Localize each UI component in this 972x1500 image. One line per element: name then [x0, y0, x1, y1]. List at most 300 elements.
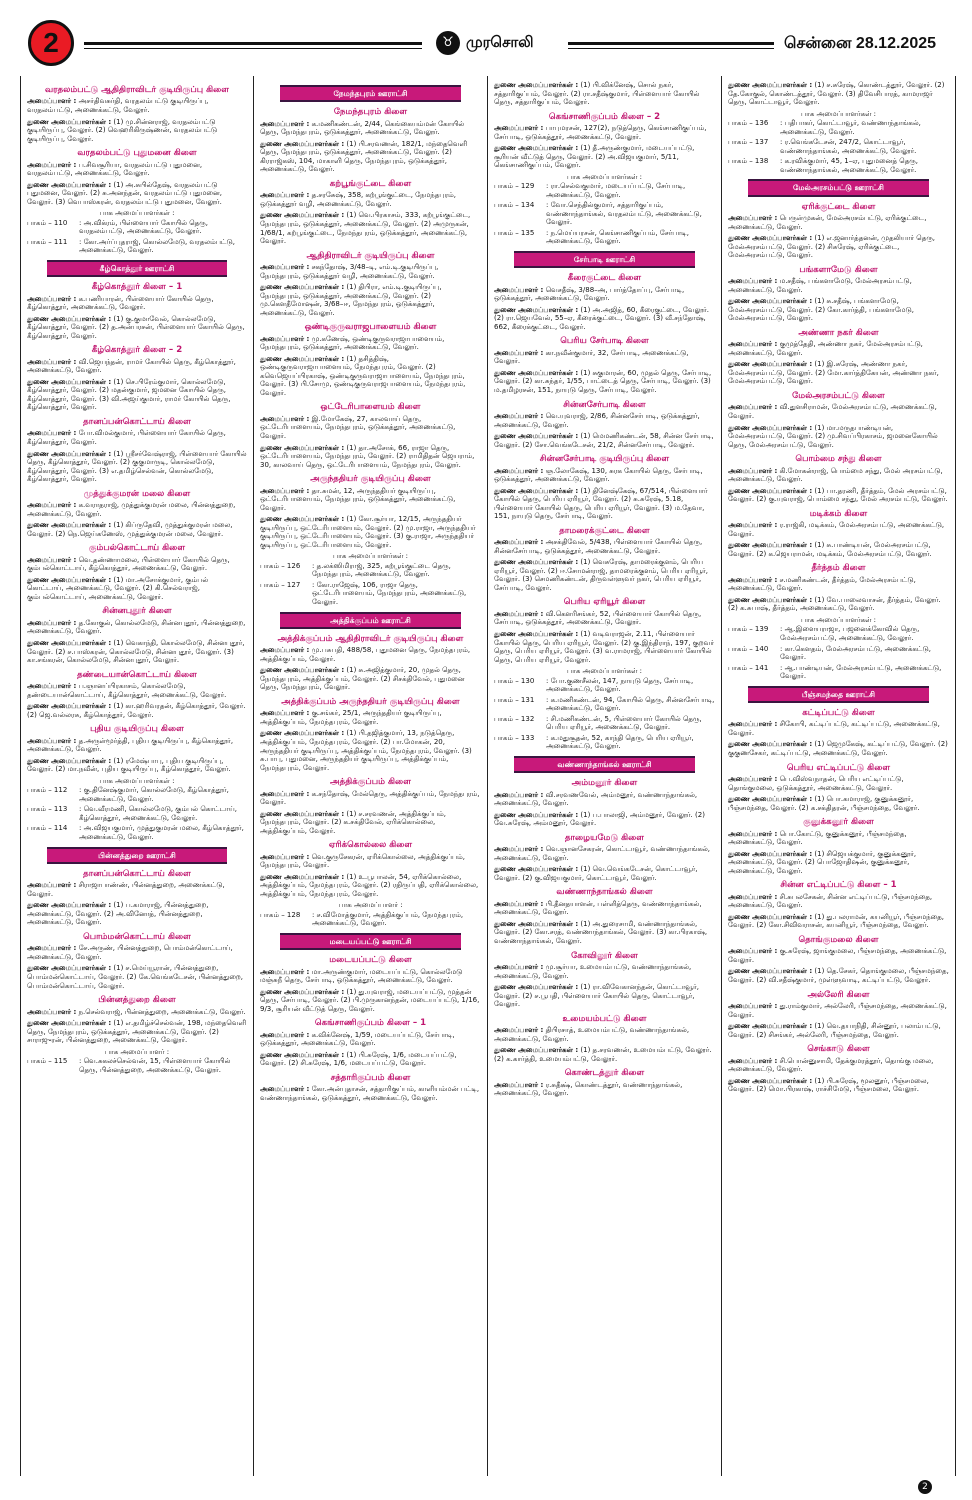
- entry-text: (1) ச.சுரேஷ், கொண்டத்தூர், வேலூர். (2) தே.கோகுல், கொண்டத்தூர், வேலூர். (3) திவேசிபாரத், காமராஜர் தெரு, கொட்டாவூர், வேலூர்.: [728, 81, 945, 107]
- entry-text: மா.அருண்குமார், மடையப்பட்டு, கொல்லமேடு மஞ்சுநீ தெரு, சேர்பாடி, ஒடுக்கத்தூர், அணைக்கட்டு, வேலூர்.: [260, 967, 463, 985]
- role-label: துணை அமைப்பாளர்கள் :: [494, 81, 579, 89]
- booth-entry: [728, 625, 949, 642]
- organizer-entry: [260, 263, 481, 280]
- deputy-organizers-entry: [27, 118, 247, 144]
- entry-text: (1) கா.ஹரிவரதன், கீழ்கொத்தூர், வேலூர். (2) ஜெ.வல்லரசு, கீழ்கொத்தூர், வேலூர்.: [27, 702, 246, 719]
- branch-heading: மேல்அரசம்பட்டு கிளை: [792, 390, 885, 401]
- booth-organizer: : கோ.அர்ப்புதராஜ், கொல்லமேடு, வரதலம்பட்டு, அணைக்கட்டு, வேலூர்.: [79, 237, 235, 255]
- entry-text: வி.கௌரிசங்கர், 52, பிள்ளையார் கோயில் தெரு, சேர்பாடி, ஒடுக்கத்தூர், அணைக்கட்டு, வேலூர்.: [494, 609, 702, 627]
- booth-heading: பாக அமைப்பாளர்கள் :: [332, 552, 409, 561]
- deputy-organizers-entry: [260, 810, 481, 836]
- entry-text: சி.சுபலசேகன், சின்ன எட்டிப்பட்டு, பீஞ்சமந்தை, அணைக்கட்டு, வேலூர்.: [728, 892, 933, 910]
- organizer-entry: [260, 1031, 481, 1048]
- organizer-entry: [494, 963, 715, 980]
- role-label: அமைப்பாளர் :: [494, 538, 544, 547]
- entry-text: (1) வெ.பிரகாசம், 333, கற்பூங்குட்டை, நேமந்தபுரம், ஒடுக்கத்தூர், அணைக்கட்டு, வேலூர். (2) அமுருகன், 1/68/1, கற்பூங்குட்டை, நேமந்தபுரம், ஒடுக்கத்தூர், அணைக்கட்டு, வேலூர்.: [260, 211, 471, 246]
- booth-entry: [260, 911, 481, 928]
- entry-text: க.வராதராஜ், முத்துக்குமரன் மலை, பின்னத்துறை, அணைக்கட்டு, வேலூர்.: [27, 501, 236, 518]
- organizer-entry: [494, 412, 715, 429]
- entry-text: வெசதீஷ், 3/88–அ, பார்த்தோப்பு, சேர்பாடி, ஒடுக்கத்தூர், அணைக்கட்டு, வேலூர்.: [494, 285, 685, 303]
- branch-heading: தானப்பன்கொட்டாய் கிளை: [83, 868, 191, 879]
- organizer-entry: [728, 277, 949, 294]
- entry-text: (1) சு.அஜித்குமார், 20, முதல் தெரு, நேமந்தபுரம், அத்திக்குப்பம், வேலூர். (2) சிசக்திவேல், புதுமனை தெரு, நேமந்தபுரம், வேலூர்.: [260, 666, 465, 692]
- deputy-organizers-entry: [728, 424, 949, 450]
- booth-organizer: : வோ.செந்தில்குமார், சத்தாரிகுப்பம், வண்ணாந்தாங்கல், வரதலம்பட்டு, அணைக்கட்டு, வேலூர்.: [546, 201, 702, 227]
- role-label: துணை அமைப்பாளர்கள் :: [728, 486, 813, 495]
- entry-text: (1) இ.சுரேஷ், அண்ணா நகர், மேல்அரசம்பட்டு, வேலூர். (2) மோ.கார்த்திகேயன், அண்ணா நகர், மேல்அரசம்பட்டு, வேலூர்.: [728, 360, 939, 386]
- article-columns: [20, 76, 956, 1476]
- booth-number: பாகம் – 140: [728, 644, 769, 653]
- entry-text: ச.மணிகண்டன், தீர்த்தம், மேல்அரசம்பட்டு, அணைக்கட்டு, வேலூர்.: [728, 575, 916, 593]
- deputy-organizers-entry: [260, 988, 481, 1014]
- entry-text: சகந்தோஷ், 3/48–டி, எம்.டி.குடியிருப்பு, நேமந்தபுரம், ஒடுக்கத்தூர் வழி, அணைக்கட்டு, வேலூர்.: [260, 263, 439, 280]
- booth-organizer: : பதிபாகர், கொட்டாவூர், வண்ணாந்தாங்கல், அணைக்கட்டு, வேலூர்.: [780, 119, 921, 136]
- entry-text: (1) ஸ்ரீசர்வேஷ்ராஜ், பிள்ளையார் கோயில் தெரு, கீழ்கொத்தூர், வேலூர். (2) குகுமாருடி, கொல்லமேடு, கீழ்கொத்தூர், வேலூர். (3) எ.தமிழ்செல்வன், கொல்லமேடு, கீழ்கொத்தூர், வேலூர்.: [27, 449, 247, 484]
- entry-text: (1) மெமணிகண்டன், 58, சின்ன சேர்பாடி, வேலூர். (2) சோ.வெங்கடேசன், 21/2, சின்னசேர்பாடி, வேலூர்.: [494, 432, 714, 449]
- booth-organizer: : ச.விமோத்குமார், அத்திக்குப்பம், நேமந்தபுரம், அணைக்கட்டு, வேலூர்.: [312, 910, 464, 928]
- panchayat-banner: அத்திக்குப்பம் ஊராட்சி: [280, 612, 461, 629]
- role-label: அமைப்பாளர் :: [260, 334, 310, 343]
- organizer-entry: [27, 358, 247, 375]
- entry-text: சிராஜாபாண்ண், பின்னத்துறை, அணைக்கட்டு, வேலூர்.: [27, 881, 225, 898]
- branch-heading: தானப்பன்கொட்டாய் கிளை: [83, 417, 191, 427]
- role-label: அமைப்பாளர் :: [27, 682, 77, 691]
- deputy-organizers-entry: [494, 432, 715, 449]
- bull-icon: ♉: [436, 31, 460, 55]
- branch-heading: உமையம்பட்டு கிளை: [562, 1013, 647, 1024]
- branch-heading: அத்திக்குப்பம் ஆதிதிராவிடர் குடியிருப்பு கிளை: [277, 633, 464, 644]
- entry-text: (1) வடிவராஜன், 2.11, பிள்ளையார் கோயில் தெரு, பெரிய ஏரியூர், வேலூர். (2) கு.இந்திராந், 197, குறவர் தெரு, பெரிய ஏரியூர், வேலூர். (3) வ.ராமராஜ், பிள்ளையார் கோயில் தெரு, பெரிய ஏரியூர், வேலூர்.: [494, 630, 714, 664]
- booth-number: பாகம் – 115: [27, 1057, 68, 1066]
- entry-text: (1) வே.பாலைவாசன், தீர்த்தம், வேலூர். (2) க.சுபாஷ், தீர்த்தம், அணைக்கட்டு, வேலூர்.: [728, 595, 941, 613]
- masthead: [0, 0, 972, 70]
- deputy-organizers-entry: [494, 630, 715, 664]
- organizer-entry: [728, 893, 949, 910]
- branch-heading: மடிக்கம் கிளை: [809, 508, 868, 519]
- role-label: துணை அமைப்பாளர்கள் :: [494, 432, 579, 441]
- role-label: துணை அமைப்பாளர்கள் :: [494, 983, 579, 992]
- role-label: அமைப்பாளர் :: [494, 790, 544, 799]
- booth-entry: [494, 201, 715, 227]
- branch-heading: ஏரிக்குட்டை கிளை: [801, 201, 876, 212]
- booth-heading: பாக அமைப்பாளர்கள் :: [566, 172, 643, 181]
- role-label: அமைப்பாளர் :: [494, 1026, 544, 1035]
- entry-text: வெ.குருசேகரன், ஏரிக்கொல்லை, அத்திக்குப்பம், நேமந்தபுரம், வேலூர்.: [260, 852, 466, 870]
- branch-heading: அருந்ததியர் குடியிருப்பு கிளை: [310, 474, 431, 485]
- branch-heading: தாழையமேடு கிளை: [564, 832, 645, 843]
- booth-organizer: : ரா.செல்வகுமார், மடையப்பட்டு, சேர்பாடி, அணைக்கட்டு, வேலூர்.: [546, 182, 686, 199]
- role-label: துணை அமைப்பாளர்கள் :: [27, 314, 112, 323]
- newspaper-logo: [436, 28, 556, 58]
- entry-text: ப.சிவசூரியா, வரதலம்பட்டு புதுமனை, வரதலம்பட்டு, அணைக்கட்டு, வேலூர்.: [27, 160, 203, 178]
- role-label: துணை அமைப்பாளர்கள் :: [728, 1022, 813, 1031]
- booth-organizer: : கா.கௌதம், மேல்அரசம்பட்டு, அணைக்கட்டு, வேலூர்.: [780, 644, 931, 662]
- booth-organizer: : ர.வெங்கடேசன், 247/2, கொட்டாவூர், வண்ணாந்தாங்கல், அணைக்கட்டு, வேலூர்.: [780, 138, 917, 155]
- deputy-organizers-entry: [728, 967, 949, 984]
- entry-text: க.மணிகண்டன், 2/44, கெங்கையம்மன் கோயில் தெரு, நேமந்தபுரம், ஒடுக்கத்தூர், அணைக்கட்டு, வேலூர்.: [260, 119, 465, 137]
- entry-text: (1) ரமேஷ்பாபு, புதிய குடியிருப்பு, வேலூர். (2) மா.நவீன், புதிய குடியிருப்பு, கீழ்கொத்தூர், வேலூர்.: [27, 756, 231, 774]
- organizer-entry: [494, 610, 715, 627]
- entry-text: வெ.தண்ணாமலை, பிள்ளையார் கோயில் தெரு, கும்பல்கொட்டாய், கீழ்கொத்தூர், அணைக்கட்டு, வேலூர்.: [27, 555, 230, 573]
- deputy-organizers-entry: [260, 140, 481, 174]
- branch-heading: அண்ணா நகர் கிளை: [798, 327, 879, 338]
- role-label: துணை அமைப்பாளர்கள் :: [27, 449, 112, 458]
- booth-organizer: : ந.மெய்யரசன், கெங்சாணிகுப்பம், சேர்பாடி, அணைக்கட்டு, வேலூர்.: [546, 228, 689, 246]
- booth-organizer: : வெ.வீரமணி, கொல்லமேடு, கும்பல் கொட்டாய், கீழ்கொத்தூர், அணைக்கட்டு, வேலூர்.: [79, 805, 237, 822]
- branch-heading: பொம்மை சந்து கிளை: [795, 454, 882, 465]
- column-3: [488, 76, 722, 1476]
- entry-text: (1) கு.குமாவேல், கொல்லமேடு, கீழ்கொத்தூர், வேலூர். (2) த.அன்பரசன், பிள்ளையார் கோயில் தெரு, கீழ்கொத்தூர், வேலூர்.: [27, 314, 245, 340]
- entry-text: (1) உ.பூபாலன், 54, ஏரிக்கொல்லை, அத்திக்குப்பம், நேமந்தபுரம், வேலூர். (2) ரதிருப்பதி, ஏரிக்கொல்லை, அத்திக்குப்பம், நேமந்தபுரம், வேலூர்.: [260, 872, 479, 898]
- deputy-organizers-entry: [27, 702, 247, 719]
- branch-heading: சின்னசேர்பாடி கிளை: [563, 399, 646, 410]
- entry-text: (1) வெசுரேஷ், தாமரைக்குளம், பெரிய ஏரியூர், வேலூர். (2) ஈ.சோமன்ராஜ், தாமரைக்குளம், பெரிய ஏரியூர், வேலூர். (3) செமணிகண்டன், திருவள்ளுவர் நகர், பெரிய ஏரியூர், சேர்பாடி, வேலூர்.: [494, 558, 709, 592]
- entry-text: (1) த.சரவணன், உமையம்பட்டு, வேலூர். (2) க.கார்த்தி, உமையம்பட்டு, வேலூர்.: [494, 1046, 712, 1063]
- entry-text: சி.பொன்னுசாமி, தேக்குமரத்தூர், தொங்கு மலை, அணைக்கட்டு, வேலூர்.: [728, 1056, 934, 1074]
- entry-text: த.சரசுேஷ், 358, கற்பூங்குட்டை, நேமந்தபுரம், ஒடுக்கத்தூர் வழி, அணைக்கட்டு, வேலூர்.: [260, 191, 456, 208]
- branch-heading: கோவிலூர் கிளை: [571, 950, 638, 961]
- booth-organizer: : த.லக்ஸிமிராஜ், 325, கற்பூங்குட்டை தெரு, நேமந்தபுரம், அணைக்கட்டு, வேலூர்.: [312, 561, 451, 579]
- entry-text: (1) ப.பாலாஜி, அம்மனூர், வேலூர். (2) வே.சுரேஷ், அம்மனூர், வேலூர்.: [494, 810, 705, 828]
- booth-entry: [260, 562, 481, 579]
- role-label: துணை அமைப்பாளர்கள் :: [27, 702, 112, 711]
- entry-text: கு.சுரேஷ், ஜாங்குமலை, பீஞ்சமந்தை, அணைக்கட்டு, வேலூர்.: [728, 947, 947, 964]
- entry-text: இ.மோகேஷ், 27, காலவாய் தெரு, ஒட்டேரிபாளையம், நேமந்தபுரம், ஒடுக்கத்தூர், அணைக்கட்டு, வேலூர்.: [260, 414, 456, 441]
- entry-text: து.ராம்குமார், அல்லேரி, பீஞ்சமந்தை, அணைக்கட்டு, வேலூர்.: [728, 1001, 947, 1019]
- role-label: அமைப்பாளர் :: [728, 829, 778, 838]
- entry-text: (1) வெகாந்தி, கொல்லமேடு, சின்னபுதூர், வேலூர். (2) ச.பாஸ்கரன், கொல்லமேடு, சின்னபுதூர், வேலூர். (3) கா.சங்கரன், கொல்லமேடு, சின்னபுதூர், வேலூர்.: [27, 638, 245, 665]
- entry-text: சே.அருண், பின்னத்துறை, பொம்மன்கொட்டாய், அணைக்கட்டு, வேலூர்.: [27, 944, 233, 961]
- role-label: அமைப்பாளர் :: [494, 845, 544, 854]
- entry-text: வி.துளசிராமன், மேல்அரசம்பட்டு, அணைக்கட்டு, வேலூர்.: [728, 403, 937, 420]
- masthead-rule-left: [84, 42, 422, 45]
- entry-text: (1) திபிரா, எம்.டி.குடியிருப்பு, நேமந்தபுரம், ஒடுக்கத்தூர், அணைக்கட்டு, வேலூர். (2) மு.கௌதீமோஷன், 3/68–ஈ, நேமந்தபுரம், ஒடுக்கத்தூர், அணைக்கட்டு, வேலூர்.: [260, 283, 442, 317]
- entry-text: பொ.கோட்டு, குனுக்கனூர், பீஞ்சமந்தை, அணைக்கட்டு, வேலூர்.: [728, 829, 907, 847]
- entry-text: பி.தீனதயாளன், பள்ளித்தெரு, வண்ணாந்தாங்கல், அணைக்கட்டு, வேலூர்.: [494, 899, 702, 917]
- entry-text: (1) து.பலராமன், கயனியூர், பீஞ்சமந்தை, வேலூர். (2) கோ.சிவிவராசன், கயனியூர், பீஞ்சமந்தை, வேலூர்.: [728, 912, 945, 930]
- role-label: அமைப்பாளர் :: [728, 521, 778, 530]
- deputy-organizers-entry: [260, 1051, 481, 1068]
- entry-text: த.கோகுல், கொல்லமேடு, சின்னபுதூர், பின்னத்துறை, அணைக்கட்டு, வேலூர்.: [27, 618, 246, 636]
- organizer-entry: [494, 900, 715, 917]
- booth-heading: பாக அமைப்பாளர்கள் :: [99, 209, 175, 218]
- branch-heading: பொம்மன்கொட்டாய் கிளை: [83, 931, 191, 942]
- deputy-organizers-entry: [27, 576, 247, 602]
- booth-number: பாகம் – 138: [728, 157, 769, 166]
- masthead-rule-right: [568, 42, 774, 45]
- role-label: அமைப்பாளர் :: [728, 575, 778, 584]
- booth-organizer: : கு.தினேஷ்குமார், கொல்லமேடு, கீழ்கொத்தூர், அணைக்கட்டு, வேலூர்.: [79, 786, 229, 803]
- booth-number: பாகம் – 110: [27, 218, 68, 227]
- booth-organizer: : அ.விஜயகுமார், முத்துகுமரன் மலை, கீழ்கொத்தூர், அணைக்கட்டு, வேலூர்.: [79, 824, 244, 841]
- deputy-organizers-entry: [728, 1022, 949, 1039]
- organizer-entry: [728, 467, 949, 484]
- entry-text: ம.சதீஷ், பங்களாமேடு, மேல்அரசம்பட்டு, அணைக்கட்டு, வேலூர்.: [728, 277, 912, 294]
- deputy-organizers-entry: [494, 811, 715, 828]
- booth-organizer: : அ.விக்ரம், பிள்ளையார் கோயில் தெரு, வரதலம்பட்டு, அணைக்கட்டு, வேலூர்.: [79, 218, 208, 236]
- dateline: சென்னை 28.12.2025: [784, 35, 937, 52]
- entry-text: வி.ஜெயந்தன், ராமர் கோயில் தெரு, கீழ்கொத்தூர், அணைக்கட்டு, வேலூர்.: [27, 357, 236, 375]
- role-label: துணை அமைப்பாளர்கள் :: [260, 729, 345, 738]
- column-4: [722, 76, 956, 1476]
- entry-text: (1) பி.சுரேஷ், மூலனூர், பீஞ்சமலை, வேலூர். (2) மொ.பிரகாஷ், ராச்சிமேடு, பீஞ்சமலை, வேலூர்.: [728, 1076, 929, 1094]
- organizer-entry: [494, 467, 715, 484]
- booth-heading: பாக அமைப்பாளர்கள் :: [800, 615, 877, 624]
- role-label: துணை அமைப்பாளர்கள் :: [27, 901, 112, 910]
- branch-heading: பின்னத்துறை கிளை: [98, 995, 176, 1006]
- branch-heading: சத்தாரிகுப்பம் கிளை: [330, 1073, 411, 1083]
- column-2: [254, 76, 488, 1476]
- booth-number: பாகம் – 132: [494, 714, 535, 723]
- organizer-entry: [27, 1008, 247, 1017]
- deputy-organizers-entry: [27, 181, 247, 207]
- role-label: துணை அமைப்பாளர்கள் :: [260, 139, 345, 148]
- role-label: துணை அமைப்பாளர்கள் :: [494, 919, 579, 928]
- branch-heading: பங்களாமேடு கிளை: [799, 264, 878, 275]
- branch-heading: தாமரைக்குட்டை கிளை: [559, 525, 650, 536]
- booth-number: பாகம் – 112: [27, 786, 68, 795]
- organizer-entry: [494, 349, 715, 366]
- deputy-organizers-entry: [494, 558, 715, 592]
- booth-entry: [728, 645, 949, 662]
- entry-text: (1) பி.சுரேஷ், 1/6, மடையப்பட்டு, வேலூர். (2) சி.சுரேஷ், 1/6, மடையப்பட்டு, வேலூர்.: [260, 1050, 457, 1068]
- role-label: அமைப்பாளர் :: [494, 348, 544, 357]
- deputy-organizers-entry: [728, 740, 949, 757]
- organizer-entry: [260, 853, 481, 870]
- booth-organizer: : ஆ.இளையராஜா, பஜனைக்கோவில் தெரு, மேல்அரசம்பட்டு, அணைக்கட்டு, வேலூர்.: [780, 625, 920, 643]
- branch-heading: பெரிய சேர்பாடி கிளை: [560, 336, 649, 347]
- entry-text: (1) எ.தமிழ்ச்செல்வன், 198, மந்தைவெளி தெரு, நேமந்தபுரம், ஒடுக்கத்தூர், அணைக்கட்டு, வேலூர். (2) சாராஜுரன், பின்னத்துறை, அணைக்கட்டு, வேலூர்.: [27, 1019, 247, 1045]
- role-label: அமைப்பாளர் :: [260, 263, 310, 272]
- organizer-entry: [494, 1026, 715, 1043]
- booth-entry: [27, 824, 247, 841]
- branch-heading: நேமந்தபுரம் கிளை: [333, 107, 408, 118]
- deputy-organizers-entry: [27, 521, 247, 538]
- booth-entry: [494, 182, 715, 199]
- entry-text: பெ.விஸ்வநாதன், பெரிய எட்டிப்பட்டு, தொங்குமலை, ஒடுக்கத்தூர், அணைக்கட்டு, வேலூர்.: [728, 775, 904, 792]
- organizer-entry: [260, 646, 481, 663]
- deputy-organizers-entry: [728, 795, 949, 812]
- role-label: துணை அமைப்பாளர்கள் :: [27, 117, 112, 126]
- role-label: துணை அமைப்பாளர்கள் :: [27, 575, 112, 584]
- entry-text: பெருள்முகன், மேல்அரசம்பட்டு, ஏரிக்குட்டை, அணைக்கட்டு, வேலூர்.: [728, 214, 927, 231]
- booth-number: பாகம் – 114: [27, 824, 68, 833]
- deputy-organizers-entry: [260, 729, 481, 772]
- deputy-organizers-entry: [494, 487, 715, 521]
- entry-text: அசக்திவேல், 5/438, பிள்ளையார் கோயில் தெரு, சின்னசேர்பாடி, ஒடுக்கத்தூர், அணைக்கட்டு, வேலூர்.: [494, 538, 703, 555]
- entry-text: பாபுமரசன், 127(2), நடுத்தெரு, கெங்சாணிகுப்பம், சேர்பாடி, ஒடுக்கத்தூர், அணைக்கட்டு, வேலூர்.: [494, 124, 707, 141]
- organizer-entry: [27, 682, 247, 699]
- entry-text: தா.சுமன், 12, அருந்ததியர் குடியிருப்பு, ஒட்டேரிபாளையம், நேமந்தபுரம், ஒடுக்கத்தூர், அணைக்கட்டு, வேலூர்.: [260, 486, 456, 512]
- organizer-entry: [260, 487, 481, 513]
- entry-text: க.விக்னேஷ், 1/59, மடையப்பட்டு, சேர்பாடி, ஒடுக்கத்தூர், அணைக்கட்டு, வேலூர்.: [260, 1030, 455, 1048]
- entry-text: மு.சூர்யா, உமையம்பட்டு, வண்ணாந்தாங்கல், அணைக்கட்டு, வேலூர்.: [494, 963, 692, 980]
- booth-heading: பாக அமைப்பாளர்கள் :: [800, 109, 877, 118]
- entry-text: ர.சுதீக்ஷ், கொண்டத்தூர், வண்ணாந்தாங்கல், அணைக்கட்டு, வேலூர்.: [494, 1080, 683, 1098]
- role-label: துணை அமைப்பாளர்கள் :: [494, 865, 579, 874]
- role-label: அமைப்பாளர் :: [27, 429, 77, 438]
- entry-text: (1) மு.சின்னராஜ், வரதலம்பட்டு குடியிருப்பு, வேலூர். (2) வெஹரிகிருஷ்ணன், வரதலம்பட்டு குடியிருப்பு, வேலூர்.: [27, 117, 218, 143]
- entry-text: மு.பசுபதி, 488/58, புதுமனை தெரு, நேமந்தபுரம், அத்திக்குப்பம், வேலூர்.: [260, 646, 471, 663]
- role-label: துணை அமைப்பாளர்கள் :: [728, 795, 813, 804]
- role-label: அமைப்பாளர் :: [494, 963, 544, 972]
- branch-heading: கீழ்கொத்தூர் கிளை – 1: [91, 282, 183, 293]
- role-label: துணை அமைப்பாளர்கள் :: [260, 872, 345, 881]
- entry-text: கு.சங்கர், 25/1, அருந்ததியர் குடியிருப்பு, அத்திக்குப்பம், நேமந்தபுரம், வேலூர்.: [260, 709, 442, 726]
- entry-text: க.சந்தோஷ், மேல்தெரு, அத்திக்குப்பம், நேமந்தபுரம், வேலூர்.: [260, 789, 480, 807]
- booth-number: பாகம் – 129: [494, 182, 535, 191]
- role-label: அமைப்பாளர் :: [260, 1030, 310, 1039]
- deputy-organizers-entry: [728, 297, 949, 323]
- branch-heading: பெரிய ஏரியூர் கிளை: [563, 597, 646, 608]
- entry-text: (1) சுகுமாரன், 60, முதல் தெரு, சேர்பாடி, வேலூர். (2) கா.சுந்தர், 1/55, பாட்டைத் தெரு, சேர்பாடி, வேலூர். (3) ம.தமிழரசன், 151, நாயுடு தெரு, சேர்பாடி, வேலூர்.: [494, 368, 712, 394]
- branch-heading: கொண்டத்தூர் கிளை: [564, 1068, 645, 1079]
- role-label: துணை அமைப்பாளர்கள் :: [728, 912, 813, 921]
- entry-text: (1) தெ.சேகர், தொங்குமலை, பீஞ்சமந்தை, வேலூர். (2) வி.சதீஷ்குமார், முள்ளுவாடி, கட்டிப்பட்டு, வேலூர்.: [728, 967, 949, 984]
- entry-text: (1) மா.அசோக்குமார், கும்பல் கொட்டாய், அணைக்கட்டு, வேலூர். (2) கி.செல்வராஜ், கும்பல்கொட்டாய், அணைக்கட்டு, வேலூர்.: [27, 575, 209, 601]
- entry-text: (1) ச.சரவணன், அத்திக்குப்பம், நேமந்தபுரம், வேலூர். (2) க.சக்திவேல், ஏரிக்கொல்லை, அத்திக்குப்பம், வேலூர்.: [260, 809, 446, 835]
- organizer-entry: [27, 619, 247, 636]
- organizer-entry: [494, 286, 715, 303]
- entry-text: கி.மோகன்ராஜ், பொம்மை சந்து, மேல் அரசம்பட்டு, அணைக்கட்டு, வேலூர்.: [728, 466, 943, 484]
- role-label: துணை அமைப்பாளர்கள் :: [728, 740, 813, 749]
- entry-text: (1) அ.அஜித், 60, கீரைகுட்டை, வேலூர். (2) ரா.ஜெயவேல், 55–ஏ, கீரைக்குட்டை, வேலூர். (3) வீ.சந்தோஷ், 662, கீரைக்குட்டை, வேலூர்.: [494, 305, 710, 331]
- role-label: அமைப்பாளர் :: [260, 486, 310, 495]
- branch-heading: அத்திக்குப்பம் கிளை: [330, 777, 411, 788]
- branch-heading: அல்லேரி கிளை: [807, 989, 870, 1000]
- role-label: துணை அமைப்பாளர்கள் :: [728, 81, 813, 89]
- organizer-entry: [494, 1081, 715, 1098]
- booth-organizer: : ஆ.பாண்டியன், மேல்அரசம்பட்டு, அணைக்கட்டு, வேலூர்.: [780, 663, 942, 681]
- organizer-entry: [27, 881, 247, 898]
- organizer-entry: [494, 538, 715, 555]
- branch-heading: ஏரிக்கொல்லை கிளை: [328, 840, 413, 851]
- deputy-organizers-entry: [728, 541, 949, 558]
- role-label: துணை அமைப்பாளர்கள் :: [728, 234, 813, 243]
- role-label: துணை அமைப்பாளர்கள் :: [27, 756, 112, 765]
- organizer-entry: [27, 556, 247, 573]
- organizer-entry: [728, 1002, 949, 1019]
- booth-entry: [494, 677, 715, 694]
- branch-heading: ஒண்டிகுருவராஜபாளையம் கிளை: [304, 322, 437, 333]
- booth-heading: பாக அமைப்பாளர் :: [338, 901, 403, 910]
- role-label: அமைப்பாளர் :: [27, 736, 77, 745]
- booth-number: பாகம் – 131: [494, 695, 535, 704]
- organizer-entry: [27, 295, 247, 312]
- role-label: அமைப்பாளர் :: [27, 1007, 77, 1016]
- entry-text: ஞ.லோகேஷ், 130, சுரக கோயில் தெரு, சேர்பாடி, ஒடுக்கத்தூர், அணைக்கட்டு, வேலூர்.: [494, 466, 703, 484]
- deputy-organizers-entry: [27, 757, 247, 774]
- entry-text: (1) பி.விக்னேஷ், சொல் நகர், சத்தாரிகுப்பம், வேலூர். (2) ரா.சதீஷ்குமார், பிள்ளையார் கோயில் தெரு, சத்தாரிகுப்பம், வேலூர்.: [494, 81, 700, 107]
- entry-text: (1) பா.தரணி, தீர்த்தம், மேல் அரசம்பட்டு, வேலூர். (2) கு.யுவராஜ், பொம்மை சந்து, மேல் அரசம்பட்டு, வேலூர்.: [728, 486, 948, 504]
- organizer-entry: [728, 214, 949, 231]
- role-label: அமைப்பாளர் :: [728, 403, 778, 412]
- entry-text: (1) அ.துரைசாமி, வண்ணாந்தாங்கல், வேலூர். (2) கோ.சரத், வண்ணாந்தாங்கல், வேலூர். (3) கா.பிரகாஷ், வண்ணாந்தாங்கல், வேலூர்.: [494, 919, 708, 945]
- role-label: துணை அமைப்பாளர்கள் :: [728, 360, 813, 369]
- organizer-entry: [260, 120, 481, 137]
- entry-text: மு.கணேஷ், ஒண்டிகுருவராஜாபாளையம், நேமந்தபுரம், ஒடுக்கத்தூர், அணைக்கட்டு, வேலூர்.: [260, 334, 445, 352]
- column-1: [20, 76, 254, 1476]
- role-label: துணை அமைப்பாளர்கள் :: [728, 967, 813, 976]
- branch-heading: பெரிய எட்டிப்பட்டு கிளை: [786, 762, 891, 773]
- entry-text: ந.செல்வராஜ், பின்னத்துறை, அணைக்கட்டு, வேலூர்.: [78, 1007, 246, 1016]
- entry-text: (1) தா.அசோக், 66, ராஜா தெரு, ஒட்டேரிபாளையம், நேமந்தபுரம், வேலூர். (2) ராமிதிதன் ஜெயராம், 30, காலவாய் தெரு, ஒட்டேரிபாளையம், நேமந்தபுரம், வேலூர்.: [260, 443, 475, 469]
- entry-text: (1) சு.சதீஷ், பங்களாமேடு, மேல்அரசம்பட்டு, வேலூர். (2) கோ.கார்த்தி, பங்களாமேடு, மேல்அரசம்பட்டு, வேலூர்.: [728, 297, 915, 323]
- role-label: துணை அமைப்பாளர்கள் :: [728, 541, 813, 550]
- role-label: துணை அமைப்பாளர்கள் :: [27, 180, 112, 189]
- deputy-organizers-entry: [27, 964, 247, 990]
- entry-text: (1) எ.ஜனார்த்தனன், முதலியார் தெரு, மேல்அரசம்பட்டு, வேலூர். (2) சிசுரேஷ், ஏரிக்குட்டை, மேல்அரசம்பட்டு, வேலூர்.: [728, 234, 936, 260]
- booth-organizer: : வெ.சுகலச்செல்வன், 15, பிள்ளையார் கோயில் தெரு, பின்னத்துறை, அணைக்கட்டு, வேலூர்.: [79, 1057, 231, 1074]
- booth-entry: [494, 715, 715, 732]
- deputy-organizers-entry: [494, 920, 715, 946]
- booth-number: பாகம் – 113: [27, 805, 68, 814]
- entry-text: (1) தீ.அருண்குமார், மடையப்பட்டு, சூரியன் வீட்டுத் தெரு, வேலூர். (2) அ.விஜயகுமார், 5/11, கெங்சாணிகுப்பம், வேலூர்.: [494, 144, 695, 170]
- organizer-entry: [260, 415, 481, 441]
- entry-text: ப.ஞானப்பிரகாசம், கொல்லமேடு, தண்டையான்கொட்டாய், கீழ்கொத்தூர், அணைக்கட்டு, வேலூர்.: [27, 682, 227, 699]
- deputy-organizers-entry: [494, 81, 715, 107]
- organizer-entry: [728, 947, 949, 964]
- entry-text: அசர்திவசுர்தி, வரதலம்பட்டு குடியிருப்பு, வரதலம்பட்டு, அணைக்கட்டு, வேலூர்.: [27, 97, 209, 115]
- role-label: அமைப்பாளர் :: [260, 1085, 310, 1094]
- role-label: துணை அமைப்பாளர்கள் :: [27, 377, 112, 386]
- entry-text: (1) சு.பாண்டியன், மேல்அரசம்பட்டு, வேலூர். (2) க.ஜெயராமன், மடிக்கம், மேல்அரசம்பட்டு, வேலூர்.: [728, 541, 932, 558]
- role-label: துணை அமைப்பாளர்கள் :: [728, 297, 813, 306]
- role-label: அமைப்பாளர் :: [260, 119, 310, 128]
- role-label: துணை அமைப்பாளர்கள் :: [260, 443, 345, 452]
- role-label: அமைப்பாளர் :: [728, 720, 778, 729]
- role-label: அமைப்பாளர் :: [728, 775, 778, 784]
- deputy-organizers-entry: [494, 983, 715, 1009]
- organizer-entry: [27, 97, 247, 114]
- role-label: அமைப்பாளர் :: [27, 555, 77, 564]
- organizer-entry: [27, 501, 247, 518]
- role-label: அமைப்பாளர் :: [728, 1056, 778, 1065]
- booth-organizer: : க.மதுசூதன், 52, காந்தி தெரு, பெரிய ஏரியூர், அணைக்கட்டு, வேலூர்.: [546, 733, 694, 751]
- branch-heading: கும்பல்கொட்டாய் கிளை: [88, 543, 186, 554]
- deputy-organizers-entry: [260, 355, 481, 398]
- panchayat-banner: மடையப்பட்டு ஊராட்சி: [280, 933, 461, 950]
- role-label: அமைப்பாளர் :: [494, 285, 544, 294]
- entry-text: (1) பொ.கமாராஜ், குனுக்கனூர், பீஞ்சமந்தை, வேலூர். (2) க.சக்திதரன், பீஞ்சமந்தை, வேலூர்.: [728, 795, 920, 812]
- deputy-organizers-entry: [27, 639, 247, 665]
- deputy-organizers-entry: [494, 144, 715, 170]
- role-label: அமைப்பாளர் :: [728, 340, 778, 349]
- role-label: அமைப்பாளர் :: [27, 618, 77, 627]
- masthead-rule-left-thin: [84, 48, 422, 49]
- entry-text: கோ.அன்புதாசன், சத்தாரிகுப்பம், காளியம்மன் பட்டி, வண்ணாந்தாங்கல், ஒடுக்கத்தூர், அணைக்கட்டு, வேலூர்.: [260, 1085, 480, 1103]
- role-label: அமைப்பாளர் :: [728, 1001, 778, 1010]
- entry-text: (1) தசித்திஷ், ஒண்டிகுருவராஜாபாளையம், நேமந்தபுரம், வேலூர். (2) கவெஜெயப்பிரகாஷ், ஒண்டிகுருவராஜாபாளையம், நேமந்தபுரம், வேலூர். (3) பி.சோமு, ஒண்டிகுருவராஜபாளையம், நேமந்தபுரம், வேலூர்.: [260, 354, 466, 397]
- entry-text: (1) ச.மெய்யூரான், பின்னத்துறை, பொம்மன்கொட்டாய், வேலூர். (2) கே.வெங்கடேசன், பின்னத்துறை, பொம்மன்கொட்டாய், வேலூர்.: [27, 964, 243, 990]
- role-label: அமைப்பாளர் :: [728, 947, 778, 956]
- role-label: அமைப்பாளர் :: [728, 277, 778, 286]
- branch-heading: புதிய குடியிருப்பு கிளை: [90, 724, 184, 735]
- role-label: அமைப்பாளர் :: [260, 709, 310, 718]
- entry-text: கா.நவீன்குமார், 32, சேர்பாடி, அணைக்கட்டு, வேலூர்.: [494, 348, 689, 366]
- booth-entry: [27, 786, 247, 803]
- role-label: அமைப்பாளர் :: [260, 852, 310, 861]
- booth-entry: [260, 581, 481, 607]
- role-label: துணை அமைப்பாளர்கள் :: [260, 1050, 345, 1059]
- deputy-organizers-entry: [728, 596, 949, 613]
- deputy-organizers-entry: [27, 1019, 247, 1045]
- deputy-organizers-entry: [494, 865, 715, 882]
- booth-organizer: : க.ரவிக்குமார், 45, 1–ஏ, புதுமனைத் தெரு, வண்ணாந்தாங்கல், அணைக்கட்டு, வேலூர்.: [780, 157, 918, 174]
- branch-heading: தொங்குமலை கிளை: [798, 934, 879, 945]
- branch-heading: அத்திக்குப்பம் அருந்ததியர் குடியிருப்பு கிளை: [281, 696, 460, 707]
- branch-heading: அம்மனூர் கிளை: [571, 778, 638, 789]
